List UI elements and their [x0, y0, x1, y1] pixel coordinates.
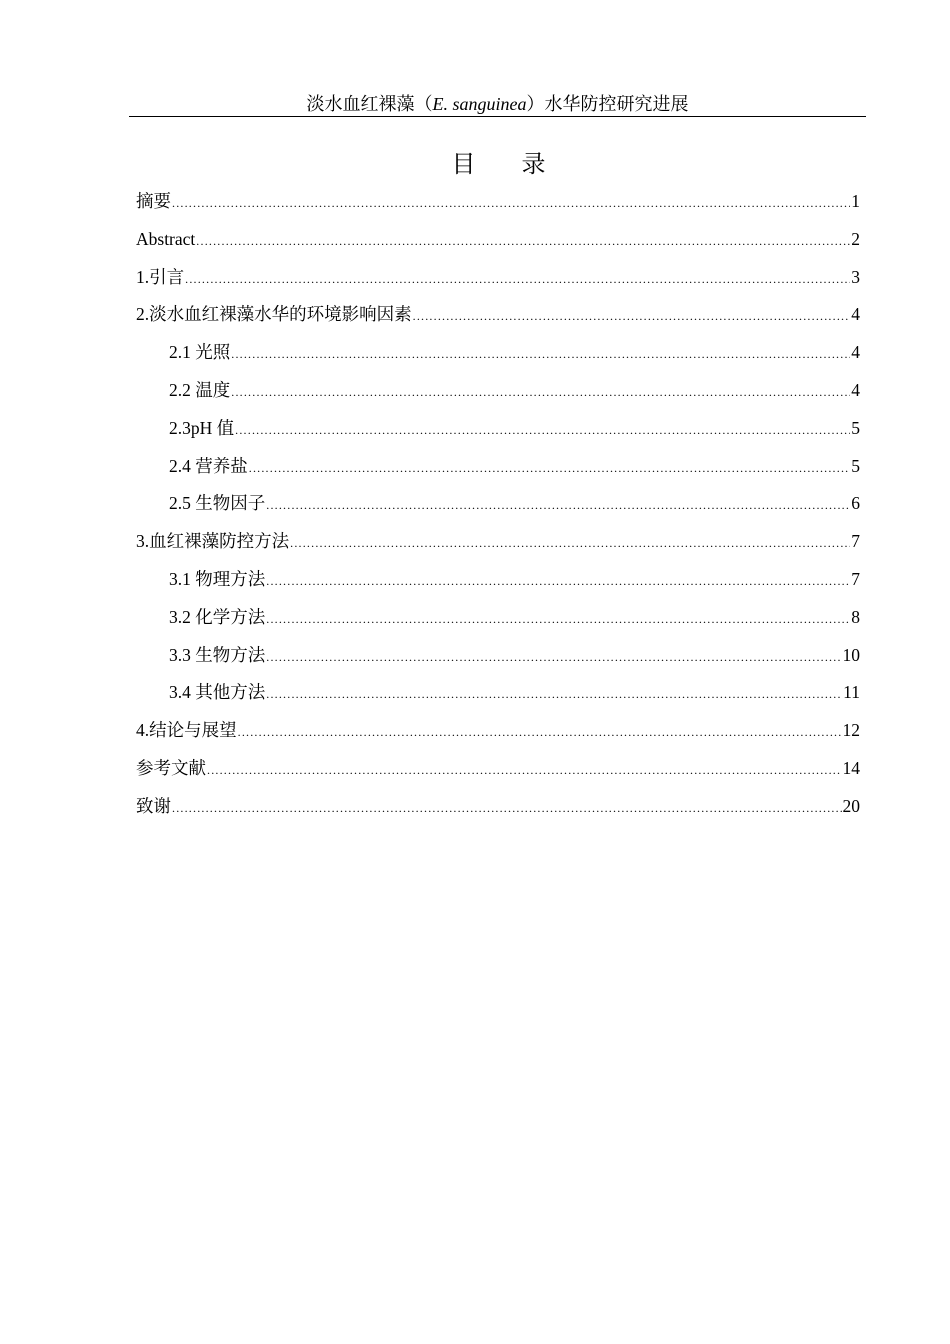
- toc-entry-page: 5: [851, 455, 860, 476]
- toc-entry-page: 7: [851, 568, 860, 589]
- toc-dot-leader: [235, 415, 850, 445]
- toc-dot-leader: [238, 717, 842, 747]
- toc-entry-label: 3.1 物理方法: [169, 568, 266, 589]
- toc-dot-leader: [266, 642, 841, 672]
- toc-entry-section-2[interactable]: [136, 299, 860, 337]
- toc-entry-introduction[interactable]: [136, 262, 860, 300]
- toc-entry-section-3-3[interactable]: [136, 640, 860, 678]
- toc-entry-section-3-1[interactable]: [136, 564, 860, 602]
- toc-entry-abstract-cn[interactable]: [136, 186, 860, 224]
- toc-entry-page: 2: [851, 228, 860, 249]
- toc-entry-section-2-3[interactable]: [136, 413, 860, 451]
- toc-entry-section-2-2[interactable]: [136, 375, 860, 413]
- toc-entry-label: 3.2 化学方法: [169, 606, 266, 627]
- toc-entry-page: 8: [851, 606, 860, 627]
- toc-entry-label: 2.5 生物因子: [169, 493, 266, 514]
- toc-entry-references[interactable]: [136, 753, 860, 791]
- toc-entry-page: 14: [842, 757, 860, 778]
- header-divider: [129, 116, 866, 117]
- running-header: [129, 92, 866, 116]
- toc-entry-label: Abstract: [136, 228, 196, 249]
- toc-entry-label: 致谢: [136, 795, 171, 816]
- toc-dot-leader: [266, 679, 842, 709]
- table-of-contents: [136, 186, 860, 829]
- toc-dot-leader: [207, 755, 842, 785]
- toc-entry-label: 3.血红裸藻防控方法: [136, 531, 290, 552]
- toc-entry-label: 2.淡水血红裸藻水华的环境影响因素: [136, 304, 412, 325]
- toc-entry-acknowledgements[interactable]: [136, 791, 860, 829]
- toc-dot-leader: [172, 188, 850, 218]
- toc-entry-label: 2.2 温度: [169, 379, 231, 400]
- toc-entry-page: 20: [842, 795, 860, 816]
- toc-dot-leader: [231, 339, 850, 369]
- toc-dot-leader: [290, 528, 850, 558]
- toc-entry-page: 3: [851, 266, 860, 287]
- toc-entry-section-2-4[interactable]: [136, 451, 860, 489]
- toc-entry-label: 1.引言: [136, 266, 185, 287]
- toc-entry-page: 10: [842, 644, 860, 665]
- toc-dot-leader: [231, 377, 850, 407]
- toc-dot-leader: [172, 793, 842, 823]
- toc-entry-section-3[interactable]: [136, 526, 860, 564]
- toc-entry-label: 摘要: [136, 191, 171, 211]
- toc-entry-section-3-2[interactable]: [136, 602, 860, 640]
- toc-entry-label: 3.3 生物方法: [169, 644, 266, 665]
- toc-entry-section-2-1[interactable]: [136, 337, 860, 375]
- toc-entry-label: 2.3pH 值: [169, 417, 235, 438]
- toc-entry-label: 4.结论与展望: [136, 720, 237, 741]
- toc-entry-page: 12: [842, 720, 860, 741]
- toc-entry-section-3-4[interactable]: [136, 677, 860, 715]
- toc-dot-leader: [413, 301, 851, 331]
- toc-title-part2: 录: [521, 150, 546, 178]
- toc-entry-label: 参考文献: [136, 757, 206, 778]
- toc-title-part1: 目: [451, 150, 476, 178]
- toc-dot-leader: [266, 490, 850, 520]
- toc-entry-page: 11: [843, 682, 860, 703]
- toc-dot-leader: [185, 264, 850, 294]
- toc-dot-leader: [266, 604, 850, 634]
- header-title-prefix: 淡水血红裸藻（: [306, 94, 433, 114]
- toc-dot-leader: [249, 453, 851, 483]
- toc-entry-page: 4: [851, 379, 860, 400]
- toc-entry-abstract-en[interactable]: [136, 224, 860, 262]
- toc-entry-label: 2.4 营养盐: [169, 455, 248, 476]
- toc-entry-page: 7: [851, 531, 860, 552]
- toc-entry-page: 4: [851, 304, 860, 325]
- toc-entry-section-4[interactable]: [136, 715, 860, 753]
- toc-dot-leader: [266, 566, 850, 596]
- toc-entry-label: 3.4 其他方法: [169, 682, 266, 703]
- toc-entry-section-2-5[interactable]: [136, 488, 860, 526]
- header-title-suffix: ）水华防控研究进展: [526, 94, 689, 114]
- toc-entry-page: 6: [851, 493, 860, 514]
- toc-entry-page: 5: [851, 417, 860, 438]
- toc-entry-page: 1: [851, 191, 860, 211]
- toc-title: [0, 148, 950, 180]
- toc-entry-page: 4: [851, 342, 860, 363]
- header-species-name: E. sanguinea: [432, 94, 527, 114]
- toc-dot-leader: [196, 226, 850, 256]
- toc-entry-label: 2.1 光照: [169, 342, 231, 363]
